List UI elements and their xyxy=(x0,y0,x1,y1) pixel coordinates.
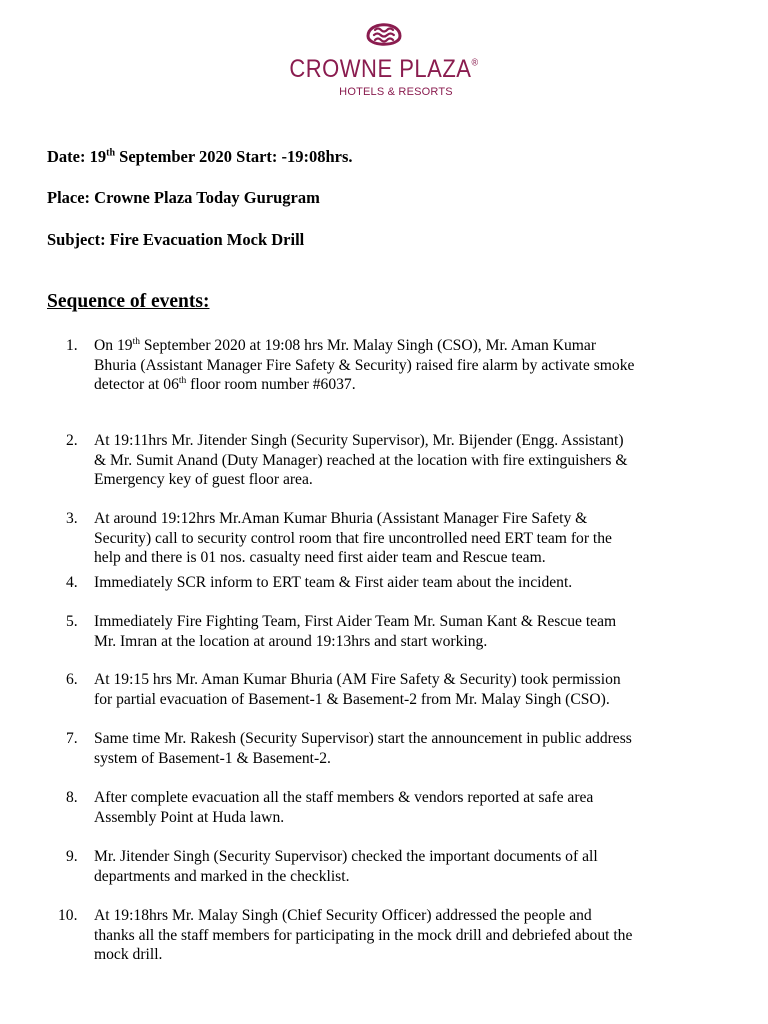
event-line xyxy=(94,529,734,549)
event-number: 5. xyxy=(66,613,78,630)
event-text-segment: Mr. Jitender Singh (Security Supervisor) checked the important documents of all xyxy=(94,848,598,865)
crowne-plaza-emblem-icon xyxy=(358,14,410,52)
event-text xyxy=(94,573,734,593)
event-text xyxy=(94,847,734,886)
event-line xyxy=(94,470,734,490)
event-line xyxy=(94,451,734,471)
subject-line: Subject: Fire Evacuation Mock Drill xyxy=(47,230,305,249)
event-text-segment: Security) call to security control room that fire uncontrolled need ERT team for the xyxy=(94,529,612,547)
ordinal-suffix: th xyxy=(178,376,187,387)
event-number: 6. xyxy=(66,671,78,688)
event-number: 7. xyxy=(66,730,78,747)
event-line xyxy=(94,906,734,926)
event-line xyxy=(94,847,734,867)
event-text-segment: On 19 xyxy=(94,337,133,354)
event-number: 9. xyxy=(66,848,78,865)
sequence-heading: Sequence of events: xyxy=(47,291,210,312)
event-text-segment: Bhuria (Assistant Manager Fire Safety & Security) raised fire alarm by activate smoke xyxy=(94,356,635,374)
event-line xyxy=(94,926,734,946)
event-line xyxy=(94,670,734,690)
event-number: 3. xyxy=(66,510,78,527)
event-text-segment: Emergency key of guest floor area. xyxy=(94,471,313,489)
event-number: 8. xyxy=(66,789,78,806)
brand-tagline: HOTELS & RESORTS xyxy=(339,86,453,98)
event-text-segment: for partial evacuation of Basement-1 & Basement-2 from Mr. Malay Singh (CSO). xyxy=(94,690,610,708)
event-text-segment: mock drill. xyxy=(94,946,163,964)
event-text xyxy=(94,729,734,768)
event-line xyxy=(94,509,734,529)
event-number: 4. xyxy=(66,574,78,591)
event-text-segment: thanks all the staff members for participating in the mock drill and debriefed about the xyxy=(94,926,633,944)
event-text-segment: At 19:11hrs Mr. Jitender Singh (Security Supervisor), Mr. Bijender (Engg. Assistant) xyxy=(94,432,624,449)
event-line xyxy=(94,573,734,593)
event-line xyxy=(94,632,734,652)
event-line xyxy=(94,945,734,965)
event-text-segment: Immediately Fire Fighting Team, First Aider Team Mr. Suman Kant & Rescue team xyxy=(94,613,617,630)
event-text-segment: At 19:18hrs Mr. Malay Singh (Chief Security Officer) addressed the people and xyxy=(94,907,592,924)
event-line xyxy=(94,867,734,887)
event-text-segment: Assembly Point at Huda lawn. xyxy=(94,808,285,826)
brand-name: CROWNE PLAZA® xyxy=(289,54,479,83)
event-line xyxy=(94,356,734,376)
event-line xyxy=(94,690,734,710)
event-text-segment: Immediately SCR inform to ERT team & First aider team about the incident. xyxy=(94,574,573,591)
event-text-segment: departments and marked in the checklist. xyxy=(94,867,350,885)
event-text xyxy=(94,670,734,709)
event-text-segment: help and there is 01 nos. casualty need first aider team and Rescue team. xyxy=(94,549,546,567)
place-line: Place: Crowne Plaza Today Gurugram xyxy=(47,188,320,207)
event-text xyxy=(94,788,734,827)
event-text xyxy=(94,906,734,965)
registered-mark: ® xyxy=(471,56,479,68)
event-text-segment: September 2020 at 19:08 hrs Mr. Malay Singh (CSO), Mr. Aman Kumar xyxy=(139,337,597,354)
event-line xyxy=(94,548,734,568)
event-line xyxy=(94,612,734,632)
event-line xyxy=(94,749,734,769)
event-number: 10. xyxy=(58,907,78,924)
event-number: 1. xyxy=(66,337,78,354)
event-text-segment: At around 19:12hrs Mr.Aman Kumar Bhuria (Assistant Manager Fire Safety & xyxy=(94,510,588,527)
event-text xyxy=(94,431,734,490)
event-text-segment: detector at 06 xyxy=(94,376,179,394)
event-line xyxy=(94,431,734,451)
event-text xyxy=(94,612,734,651)
event-line xyxy=(94,729,734,749)
event-text-segment: floor room number #6037. xyxy=(186,376,356,394)
event-text-segment: After complete evacuation all the staff members & vendors reported at safe area xyxy=(94,789,594,806)
event-text-segment: & Mr. Sumit Anand (Duty Manager) reached at the location with fire extinguishers & xyxy=(94,451,628,469)
event-text-segment: Mr. Imran at the location at around 19:13hrs and start working. xyxy=(94,632,488,650)
event-text-segment: system of Basement-1 & Basement-2. xyxy=(94,749,331,767)
event-line xyxy=(94,375,734,395)
event-text xyxy=(94,336,734,395)
date-line: Date: 19th September 2020 Start: -19:08hrs. xyxy=(47,147,353,166)
event-text xyxy=(94,509,734,568)
event-line xyxy=(94,336,734,356)
hotel-logo xyxy=(0,14,768,98)
event-number: 2. xyxy=(66,432,78,449)
event-line xyxy=(94,788,734,808)
event-line xyxy=(94,808,734,828)
event-text-segment: Same time Mr. Rakesh (Security Supervisor) start the announcement in public address xyxy=(94,730,632,747)
event-text-segment: At 19:15 hrs Mr. Aman Kumar Bhuria (AM Fire Safety & Security) took permission xyxy=(94,671,621,688)
ordinal-suffix: th xyxy=(132,336,140,347)
